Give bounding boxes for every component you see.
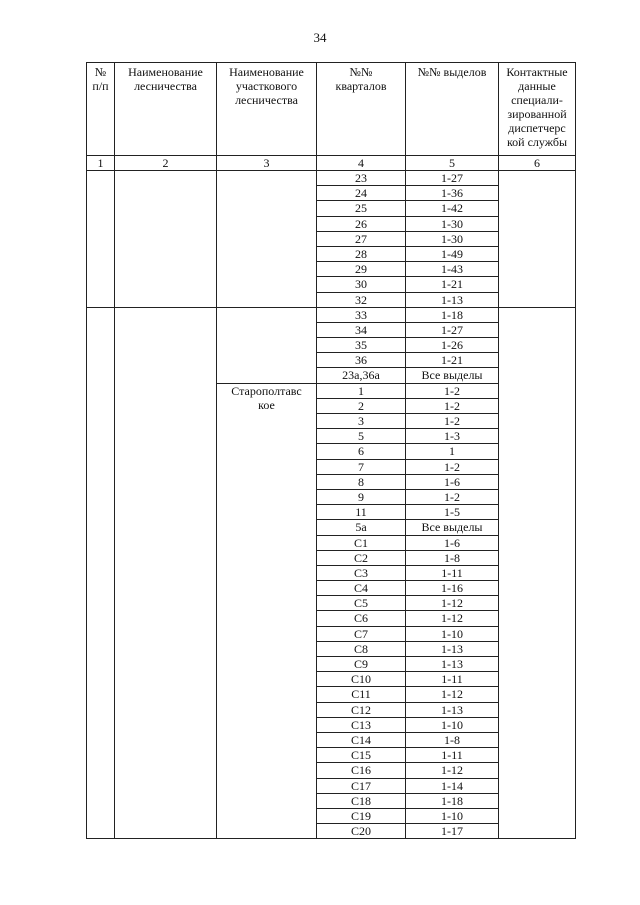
allotments-cell: 1-12 <box>406 611 499 626</box>
quarter-number-cell: 5 <box>317 429 406 444</box>
quarter-number-cell: 23а,36а <box>317 368 406 383</box>
quarter-number-cell: С1 <box>317 535 406 550</box>
quarter-number-cell: С14 <box>317 732 406 747</box>
allotments-cell: 1-11 <box>406 748 499 763</box>
quarter-number-cell: 35 <box>317 338 406 353</box>
quarter-number-cell: 2 <box>317 398 406 413</box>
allotments-cell: 1-43 <box>406 262 499 277</box>
quarter-number-cell: 36 <box>317 353 406 368</box>
number-cell <box>87 171 115 308</box>
page-number: 34 <box>313 30 327 45</box>
column-number: 3 <box>217 156 317 171</box>
quarter-number-cell: С9 <box>317 657 406 672</box>
allotments-cell: 1-17 <box>406 824 499 839</box>
quarter-number-cell: 29 <box>317 262 406 277</box>
quarter-number-cell: 6 <box>317 444 406 459</box>
quarter-number-cell: 11 <box>317 505 406 520</box>
quarter-number-cell: С4 <box>317 581 406 596</box>
subforestry-name-cell <box>217 307 317 383</box>
quarter-number-cell: 9 <box>317 489 406 504</box>
quarter-number-cell: С18 <box>317 793 406 808</box>
allotments-cell: 1-16 <box>406 581 499 596</box>
allotments-cell: 1-5 <box>406 505 499 520</box>
quarter-number-cell: С19 <box>317 808 406 823</box>
allotments-cell: 1-10 <box>406 626 499 641</box>
quarter-number-cell: 30 <box>317 277 406 292</box>
allotments-cell: 1-13 <box>406 641 499 656</box>
number-cell <box>87 307 115 839</box>
allotments-cell: 1-18 <box>406 793 499 808</box>
quarter-number-cell: 34 <box>317 322 406 337</box>
allotments-cell: 1-12 <box>406 687 499 702</box>
allotments-cell: 1-49 <box>406 246 499 261</box>
quarter-number-cell: С8 <box>317 641 406 656</box>
column-number: 2 <box>115 156 217 171</box>
column-number: 1 <box>87 156 115 171</box>
column-number: 5 <box>406 156 499 171</box>
quarter-number-cell: 28 <box>317 246 406 261</box>
allotments-cell: 1-6 <box>406 535 499 550</box>
quarter-number-cell: 26 <box>317 216 406 231</box>
quarter-number-cell: С5 <box>317 596 406 611</box>
header-contacts: Контактные данные специали- зированной диспетчерс кой службы <box>499 63 576 156</box>
quarter-number-cell: С10 <box>317 672 406 687</box>
allotments-cell: 1-10 <box>406 717 499 732</box>
quarter-number-cell: С16 <box>317 763 406 778</box>
allotments-cell: 1-42 <box>406 201 499 216</box>
quarter-number-cell: 24 <box>317 186 406 201</box>
forestry-name-cell <box>115 171 217 308</box>
table-row <box>87 307 576 322</box>
quarter-number-cell: 25 <box>317 201 406 216</box>
allotments-cell: 1-2 <box>406 489 499 504</box>
allotments-cell: 1-6 <box>406 474 499 489</box>
allotments-cell: 1-13 <box>406 702 499 717</box>
allotments-cell: 1-21 <box>406 353 499 368</box>
quarter-number-cell: 32 <box>317 292 406 307</box>
allotments-cell: 1-2 <box>406 383 499 398</box>
allotments-cell: 1-18 <box>406 307 499 322</box>
allotments-cell: 1-30 <box>406 216 499 231</box>
quarter-number-cell: 33 <box>317 307 406 322</box>
allotments-cell: 1-11 <box>406 672 499 687</box>
allotments-cell: 1-12 <box>406 596 499 611</box>
contacts-cell <box>499 171 576 308</box>
quarter-number-cell: 5а <box>317 520 406 535</box>
allotments-cell: 1-14 <box>406 778 499 793</box>
quarter-number-cell: С12 <box>317 702 406 717</box>
quarter-number-cell: 27 <box>317 231 406 246</box>
allotments-cell: 1-27 <box>406 322 499 337</box>
header-row <box>87 63 576 156</box>
allotments-cell: 1-3 <box>406 429 499 444</box>
quarter-number-cell: С15 <box>317 748 406 763</box>
column-number-row <box>87 156 576 171</box>
quarter-number-cell: 3 <box>317 414 406 429</box>
header-subforestry-name: Наименование участкового лесничества <box>217 63 317 156</box>
header-quarters: №№ кварталов <box>317 63 406 156</box>
allotments-cell: 1-2 <box>406 398 499 413</box>
quarter-number-cell: С3 <box>317 565 406 580</box>
allotments-cell: 1-13 <box>406 657 499 672</box>
header-allotments: №№ выделов <box>406 63 499 156</box>
allotments-cell: Все выделы <box>406 368 499 383</box>
quarter-number-cell: С6 <box>317 611 406 626</box>
allotments-cell: 1-2 <box>406 459 499 474</box>
allotments-cell: 1 <box>406 444 499 459</box>
allotments-cell: Все выделы <box>406 520 499 535</box>
table-row <box>87 171 576 186</box>
quarter-number-cell: С20 <box>317 824 406 839</box>
quarter-number-cell: 8 <box>317 474 406 489</box>
quarter-number-cell: С11 <box>317 687 406 702</box>
contacts-cell <box>499 307 576 839</box>
column-number: 4 <box>317 156 406 171</box>
header-forestry-name: Наименование лесничества <box>115 63 217 156</box>
allotments-cell: 1-2 <box>406 414 499 429</box>
allotments-cell: 1-30 <box>406 231 499 246</box>
allotments-cell: 1-8 <box>406 732 499 747</box>
column-number: 6 <box>499 156 576 171</box>
forestry-name-cell <box>115 307 217 839</box>
quarter-number-cell: 7 <box>317 459 406 474</box>
allotments-cell: 1-13 <box>406 292 499 307</box>
quarter-number-cell: 1 <box>317 383 406 398</box>
header-number: № п/п <box>87 63 115 156</box>
quarter-number-cell: С2 <box>317 550 406 565</box>
allotments-cell: 1-11 <box>406 565 499 580</box>
table-body <box>87 171 576 839</box>
allotments-cell: 1-27 <box>406 171 499 186</box>
allotments-cell: 1-10 <box>406 808 499 823</box>
forest-quarters-table <box>86 62 576 839</box>
allotments-cell: 1-26 <box>406 338 499 353</box>
allotments-cell: 1-8 <box>406 550 499 565</box>
quarter-number-cell: С13 <box>317 717 406 732</box>
allotments-cell: 1-21 <box>406 277 499 292</box>
quarter-number-cell: С7 <box>317 626 406 641</box>
quarter-number-cell: С17 <box>317 778 406 793</box>
subforestry-name-cell: Старополтавс кое <box>217 383 317 839</box>
allotments-cell: 1-36 <box>406 186 499 201</box>
allotments-cell: 1-12 <box>406 763 499 778</box>
subforestry-name-cell <box>217 171 317 308</box>
quarter-number-cell: 23 <box>317 171 406 186</box>
